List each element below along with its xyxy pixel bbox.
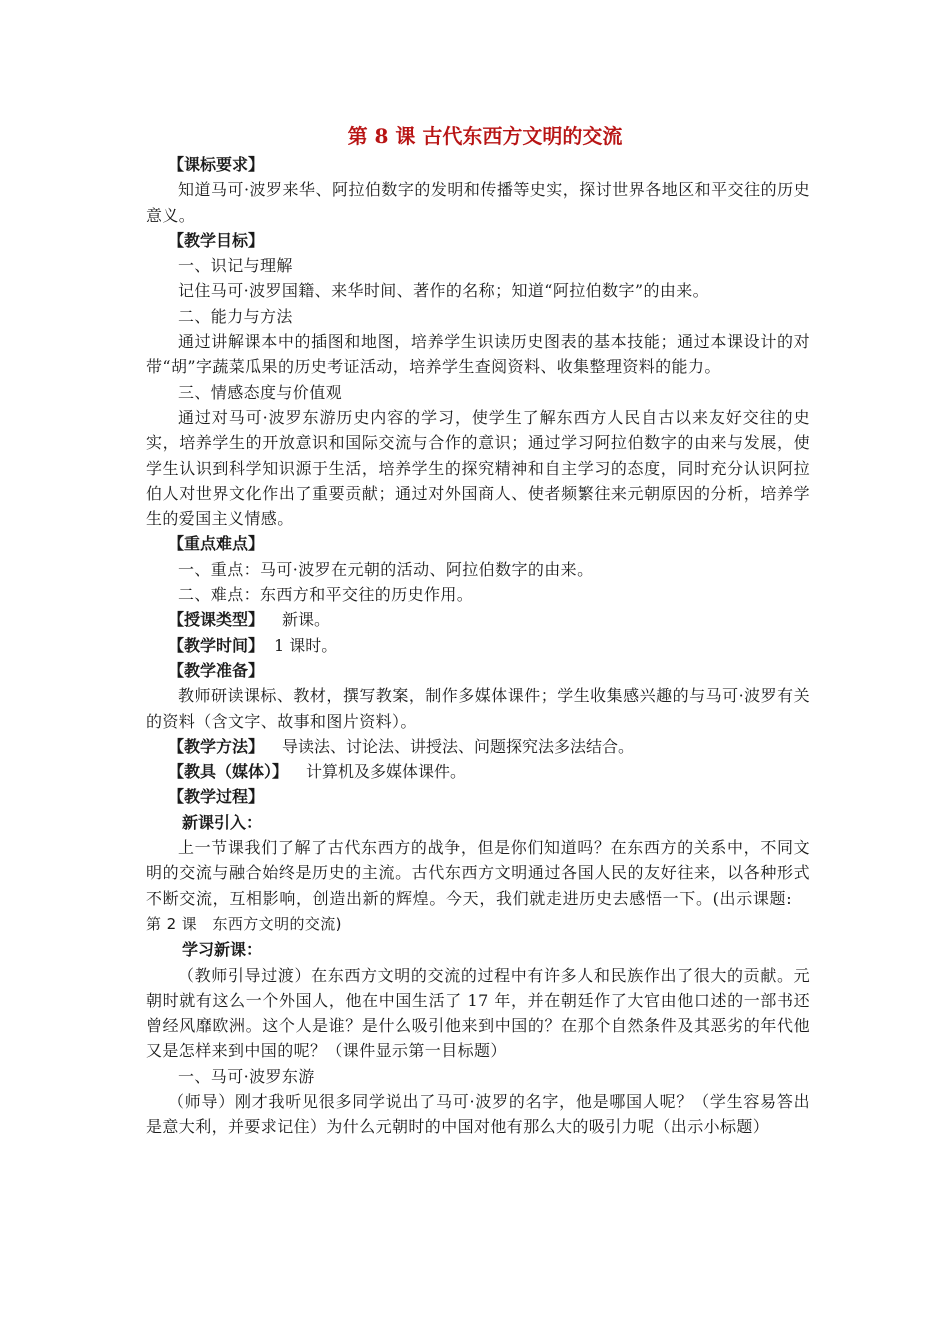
kebiao-text: 知道马可·波罗来华、阿拉伯数字的发明和传播等史实，探讨世界各地区和平交往的历史意义。 (146, 180, 810, 225)
fangfa-row (146, 734, 810, 759)
shijian-value: 1 课时。 (274, 635, 338, 655)
zhunbei-text: 教师研读课标、教材，撰写教案，制作多媒体课件；学生收集感兴趣的与马可·波罗有关的资料（含文字、故事和图片资料）。 (146, 686, 810, 731)
section-heading-guocheng: 【教学过程】 (168, 787, 265, 807)
section-heading-mubiao: 【教学目标】 (168, 230, 265, 250)
leixing-value: 新课。 (282, 610, 331, 630)
section-heading-kebiao: 【课标要求】 (168, 155, 265, 174)
zhongdian-2: 二、难点：东西方和平交往的历史作用。 (178, 585, 474, 605)
mubiao-1-text: 记住马可·波罗国籍、来华时间、著作的名称；知道“阿拉伯数字”的由来。 (178, 281, 710, 301)
jiaoju-value: 计算机及多媒体课件。 (306, 762, 467, 782)
yinru-text: 上一节课我们了解了古代东西方的战争，但是你们知道吗？在东西方的关系中，不同文明的交流与融合始终是历史的主流。古代东西方文明通过各国人民的友好往来，以各种形式不断交流，互相影响，创造出新的辉煌。今天，我们就走进历史去感悟一下。(出示课题: (146, 838, 810, 908)
yinru-paragraph (146, 835, 810, 937)
yinru-tail: 第 2 课 东西方文明的交流) (146, 914, 342, 933)
zhongdian-1: 一、重点：马可·波罗在元朝的活动、阿拉伯数字的由来。 (178, 559, 594, 579)
page-title: 第 8 课 古代东西方文明的交流 (347, 124, 623, 148)
mu1-title: 一、马可·波罗东游 (178, 1066, 315, 1086)
section-heading-zhongdian: 【重点难点】 (168, 534, 265, 554)
mubiao-3-title: 三、情感态度与价值观 (178, 382, 343, 402)
mu1-text: （师导）刚才我听见很多同学说出了马可·波罗的名字，他是哪国人呢？（学生容易答出是意大利，并要求记住）为什么元朝时的中国对他有那么大的吸引力呢（出示小标题） (146, 1091, 810, 1137)
jiaoju-row (146, 759, 810, 784)
section-heading-zhunbei: 【教学准备】 (168, 660, 265, 680)
shijian-row (146, 633, 810, 658)
mubiao-1-title: 一、识记与理解 (178, 256, 293, 276)
xinke-text: （教师引导过渡）在东西方文明的交流的过程中有许多人和民族作出了很大的贡献。元朝时就有这么一个外国人，他在中国生活了 17 年，并在朝廷作了大官由他口述的一部书还曾经风靡欧洲。这个人是谁？是什么吸引他来到中国的？在那个自然条件及其恶劣的年代他又是怎样来到中国的呢？（课件显示第一目标题） (146, 965, 810, 1061)
xinke-heading: 学习新课： (182, 940, 263, 960)
section-heading-jiaoju: 【教具（媒体）】 (168, 762, 289, 782)
leixing-row (146, 607, 810, 632)
mubiao-3-text: 通过对马可·波罗东游历史内容的学习，使学生了解东西方人民自古以来友好交往的史实，培养学生的开放意识和国际交流与合作的意识；通过学习阿拉伯数字的由来与发展，使学生认识到科学知识源于生活，培养学生的探究精神和自主学习的态度，同时充分认识阿拉伯人对世界文化作出了重要贡献；通过对外国商人、使者频繁往来元朝原因的分析，培养学生的爱国主义情感。 (146, 407, 810, 529)
mubiao-2-title: 二、能力与方法 (178, 306, 293, 326)
section-heading-fangfa: 【教学方法】 (168, 736, 265, 756)
yinru-heading: 新课引入： (182, 812, 263, 832)
mubiao-2-text: 通过讲解课本中的插图和地图，培养学生识读历史图表的基本技能；通过本课设计的对带“胡”字蔬菜瓜果的历史考证活动，培养学生查阅资料、收集整理资料的能力。 (146, 332, 810, 377)
section-heading-leixing: 【授课类型】 (168, 610, 265, 630)
fangfa-value: 导读法、讨论法、讲授法、问题探究法多法结合。 (282, 736, 635, 756)
document-page (146, 122, 810, 1140)
section-heading-shijian: 【教学时间】 (168, 635, 265, 655)
